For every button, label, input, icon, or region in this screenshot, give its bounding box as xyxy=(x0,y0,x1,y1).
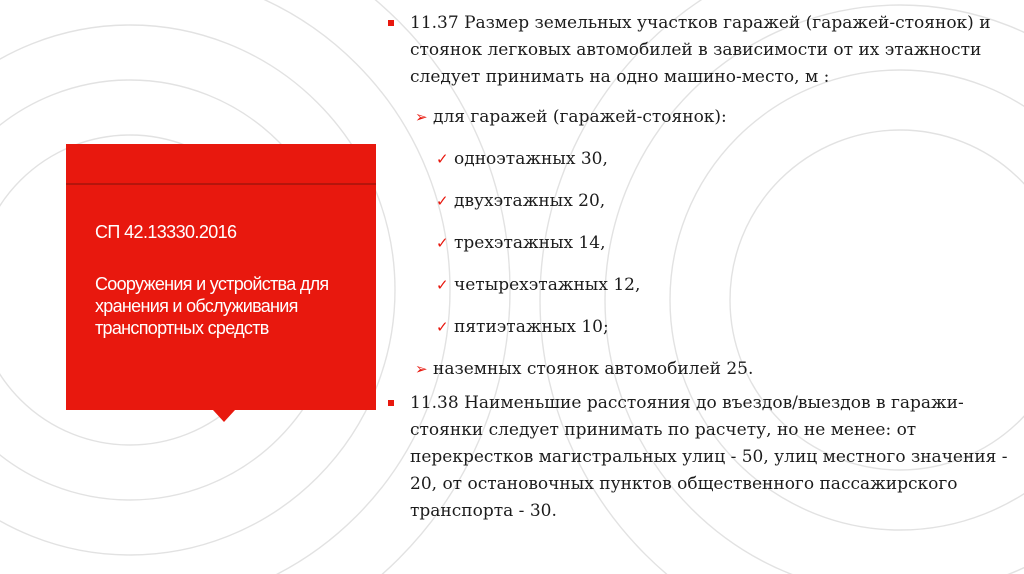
list-item xyxy=(388,264,1018,306)
panel-text xyxy=(95,222,365,339)
list-item xyxy=(388,222,1018,264)
checkmark-icon: ✓ xyxy=(436,150,449,168)
square-bullet-icon xyxy=(388,400,394,406)
list-item-text: четырехэтажных 12, xyxy=(454,275,641,295)
checkmark-icon: ✓ xyxy=(436,192,449,210)
checkmark-icon: ✓ xyxy=(436,234,449,252)
square-bullet-icon xyxy=(388,20,394,26)
paragraph-text: 11.38 Наименьшие расстояния до въездов/выездов в гаражи-стоянки следует принимать по расчету, но не менее: от перекрестков магистральных улиц - 50, улиц местного значения - 20, от остановочных пунктов общественного пассажирского транспорта - 30. xyxy=(410,393,1008,521)
ground-parking-label: наземных стоянок автомобилей 25. xyxy=(433,359,754,379)
list-item-text: двухэтажных 20, xyxy=(454,191,606,211)
list-item xyxy=(388,180,1018,222)
garages-label: для гаражей (гаражей-стоянок): xyxy=(433,107,727,127)
panel-pointer xyxy=(213,410,235,422)
list-item-text: одноэтажных 30, xyxy=(454,149,608,169)
checkmark-icon: ✓ xyxy=(436,276,449,294)
list-item-text: трехэтажных 14, xyxy=(454,233,606,253)
panel-divider xyxy=(66,183,376,185)
list-item xyxy=(388,306,1018,348)
paragraph-11-37 xyxy=(388,10,1018,91)
paragraph-text: 11.37 Размер земельных участков гаражей (гаражей-стоянок) и стоянок легковых автомобилей в зависимости от их этажности следует принимать на одно машино-место, м : xyxy=(410,13,991,87)
garages-heading xyxy=(388,96,1018,138)
ground-parking-item xyxy=(388,348,1018,390)
arrow-right-icon: ➢ xyxy=(415,360,428,378)
paragraph-11-38 xyxy=(388,390,1018,525)
list-item-text: пятиэтажных 10; xyxy=(454,317,609,337)
content-area xyxy=(388,10,1018,530)
document-subject: Сооружения и устройства для хранения и обслуживания транспортных средств xyxy=(95,274,329,338)
document-code: СП 42.13330.2016 xyxy=(95,222,237,242)
arrow-right-icon: ➢ xyxy=(415,108,428,126)
checkmark-icon: ✓ xyxy=(436,318,449,336)
list-item xyxy=(388,138,1018,180)
title-panel xyxy=(66,144,376,410)
